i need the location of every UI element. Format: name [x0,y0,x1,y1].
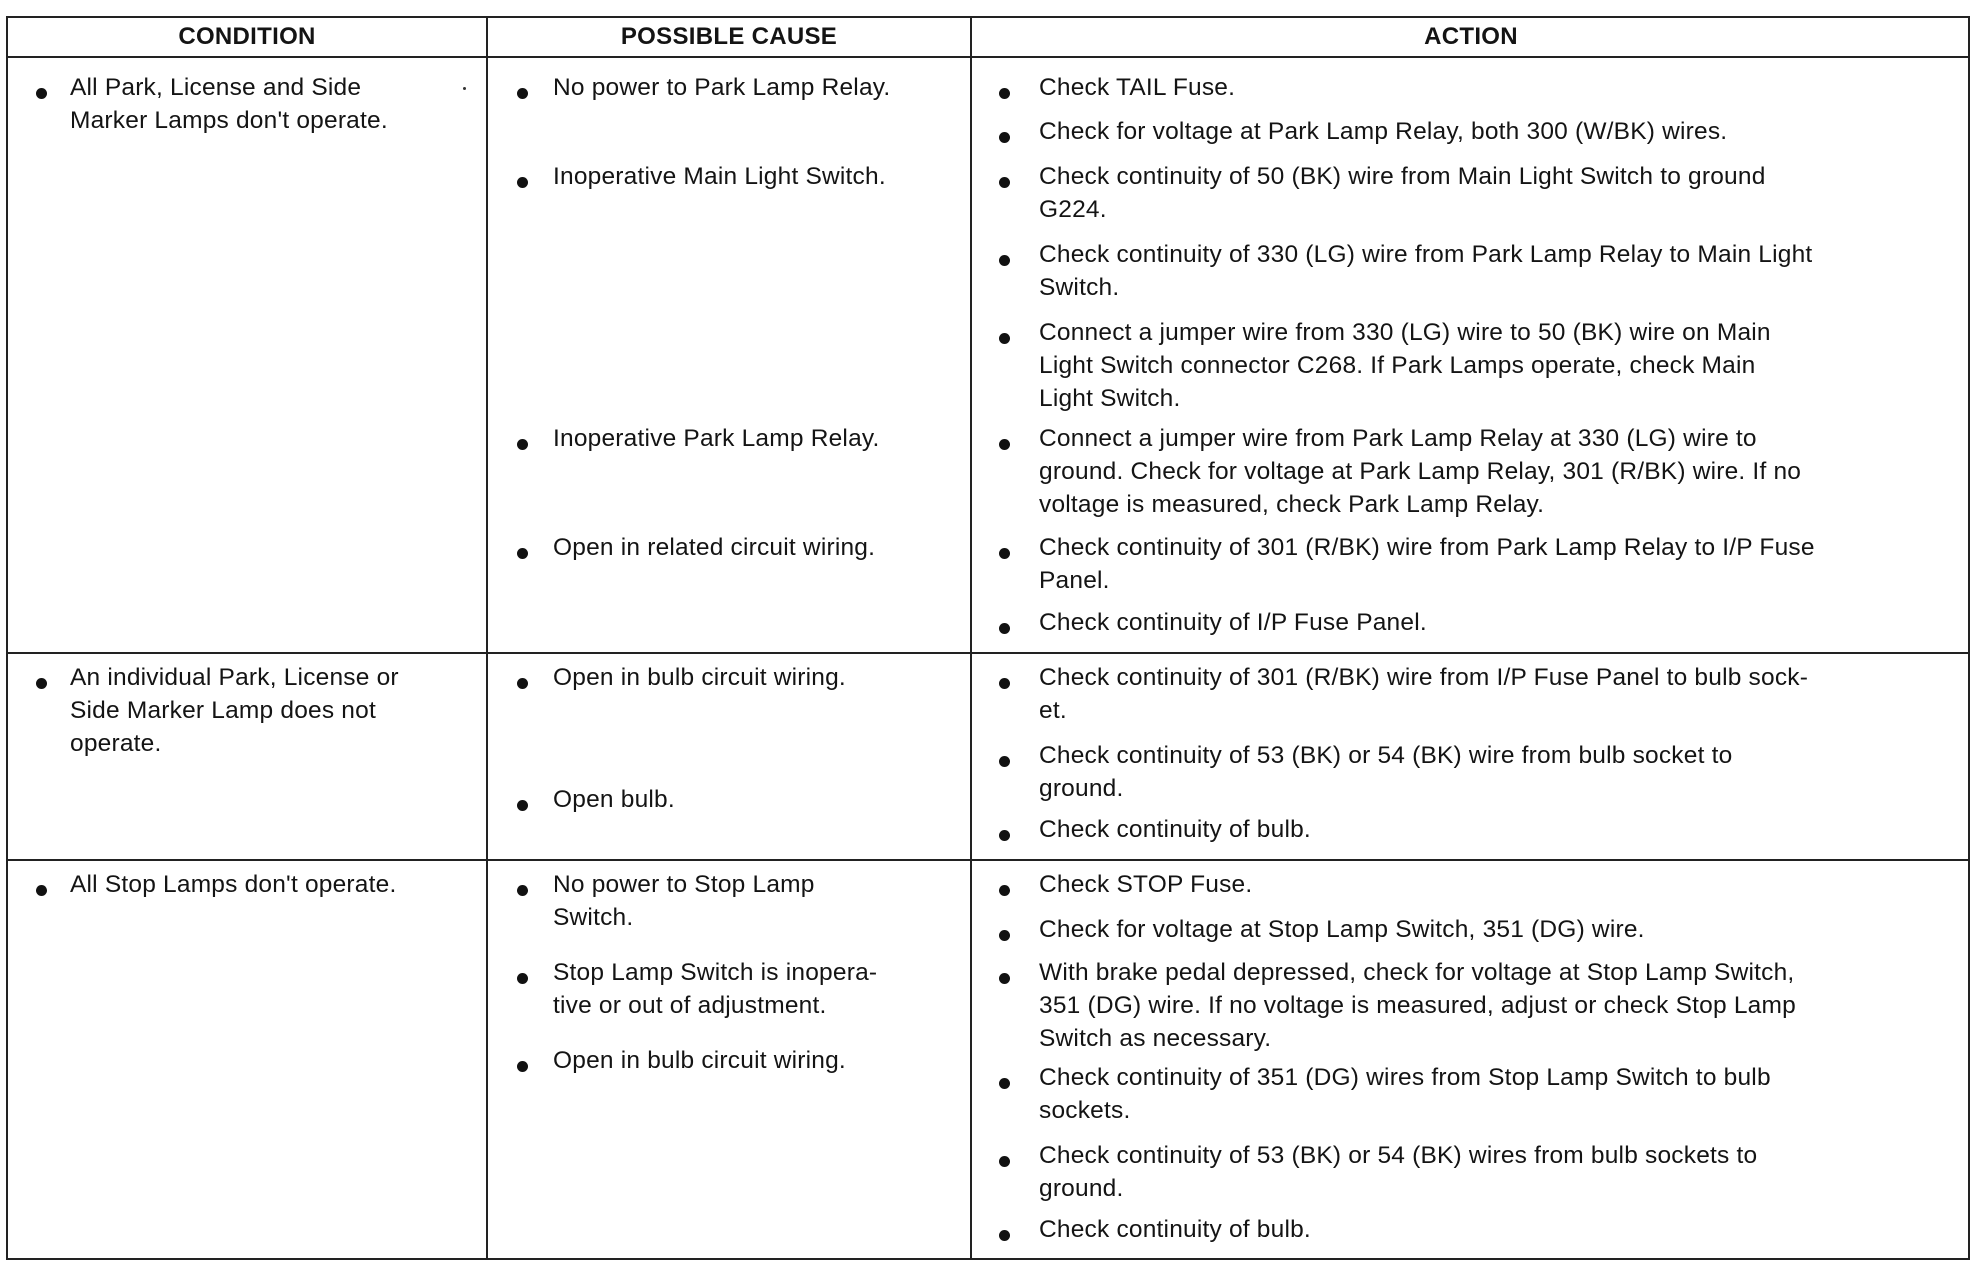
cause-text: Inoperative Park Lamp Relay. [553,425,880,452]
column-divider [970,18,972,1258]
header-action: ACTION [1424,23,1518,50]
action-text: Check continuity of 53 (BK) or 54 (BK) wires from bulb sockets to ground. [1039,1142,1758,1202]
cause-text: No power to Stop Lamp Switch. [553,871,815,931]
action-text: With brake pedal depressed, check for voltage at Stop Lamp Switch, 351 (DG) wire. If no voltage is measured, adjust or check Stop Lamp Switch as necessary. [1039,959,1796,1052]
row-divider [8,859,1968,861]
action-text: Check continuity of 53 (BK) or 54 (BK) wire from bulb socket to ground. [1039,742,1733,802]
action-text: Connect a jumper wire from 330 (LG) wire to 50 (BK) wire on Main Light Switch connector C268. If Park Lamps operate, check Main Light Switch. [1039,319,1771,412]
bullet-icon [517,678,528,689]
bullet-icon [999,678,1010,689]
cause-text: Open bulb. [553,786,675,813]
bullet-icon [999,333,1010,344]
action-text: Check TAIL Fuse. [1039,74,1236,101]
cause-text: Open in bulb circuit wiring. [553,664,846,691]
condition-text: An individual Park, License or Side Marker Lamp does not operate. [70,664,399,757]
bullet-icon [999,756,1010,767]
bullet-icon [36,88,47,99]
bullet-icon [999,623,1010,634]
bullet-icon [517,1061,528,1072]
action-text: Check for voltage at Stop Lamp Switch, 351 (DG) wire. [1039,916,1645,943]
header-possible-cause: POSSIBLE CAUSE [620,23,838,50]
bullet-icon [999,132,1010,143]
action-text: Check continuity of 330 (LG) wire from Park Lamp Relay to Main Light Switch. [1039,241,1813,301]
bullet-icon [999,885,1010,896]
bullet-icon [36,678,47,689]
condition-text: All Stop Lamps don't operate. [70,871,397,898]
bullet-icon [999,1230,1010,1241]
bullet-icon [517,88,528,99]
bullet-icon [517,548,528,559]
column-divider [486,18,488,1258]
action-text: Check continuity of bulb. [1039,816,1311,843]
cause-text: No power to Park Lamp Relay. [553,74,891,101]
bullet-icon [999,1156,1010,1167]
action-text: Check continuity of 351 (DG) wires from Stop Lamp Switch to bulb sockets. [1039,1064,1771,1124]
bullet-icon [36,885,47,896]
bullet-icon [999,88,1010,99]
bullet-icon [999,439,1010,450]
bullet-icon [517,800,528,811]
scan-speck [463,87,466,90]
action-text: Check for voltage at Park Lamp Relay, both 300 (W/BK) wires. [1039,118,1728,145]
bullet-icon [999,973,1010,984]
bullet-icon [999,830,1010,841]
action-text: Connect a jumper wire from Park Lamp Relay at 330 (LG) wire to ground. Check for voltage at Park Lamp Relay, 301 (R/BK) wire. If no voltage is measured, check Park Lamp Relay. [1039,425,1802,518]
row-divider [8,652,1968,654]
bullet-icon [999,255,1010,266]
bullet-icon [517,439,528,450]
action-text: Check continuity of I/P Fuse Panel. [1039,609,1427,636]
bullet-icon [517,973,528,984]
diagnosis-table [6,16,1970,1260]
bullet-icon [999,1078,1010,1089]
action-text: Check continuity of 301 (R/BK) wire from Park Lamp Relay to I/P Fuse Panel. [1039,534,1815,594]
bullet-icon [999,548,1010,559]
action-text: Check STOP Fuse. [1039,871,1253,898]
action-text: Check continuity of 301 (R/BK) wire from I/P Fuse Panel to bulb sock- et. [1039,664,1809,724]
cause-text: Stop Lamp Switch is inopera- tive or out of adjustment. [553,959,878,1019]
header-condition: CONDITION [178,23,316,50]
bullet-icon [517,885,528,896]
bullet-icon [517,177,528,188]
cause-text: Inoperative Main Light Switch. [553,163,886,190]
bullet-icon [999,930,1010,941]
condition-text: All Park, License and Side Marker Lamps don't operate. [70,74,388,134]
cause-text: Open in bulb circuit wiring. [553,1047,846,1074]
action-text: Check continuity of bulb. [1039,1216,1311,1243]
header-divider [8,56,1968,58]
action-text: Check continuity of 50 (BK) wire from Main Light Switch to ground G224. [1039,163,1766,223]
bullet-icon [999,177,1010,188]
cause-text: Open in related circuit wiring. [553,534,876,561]
